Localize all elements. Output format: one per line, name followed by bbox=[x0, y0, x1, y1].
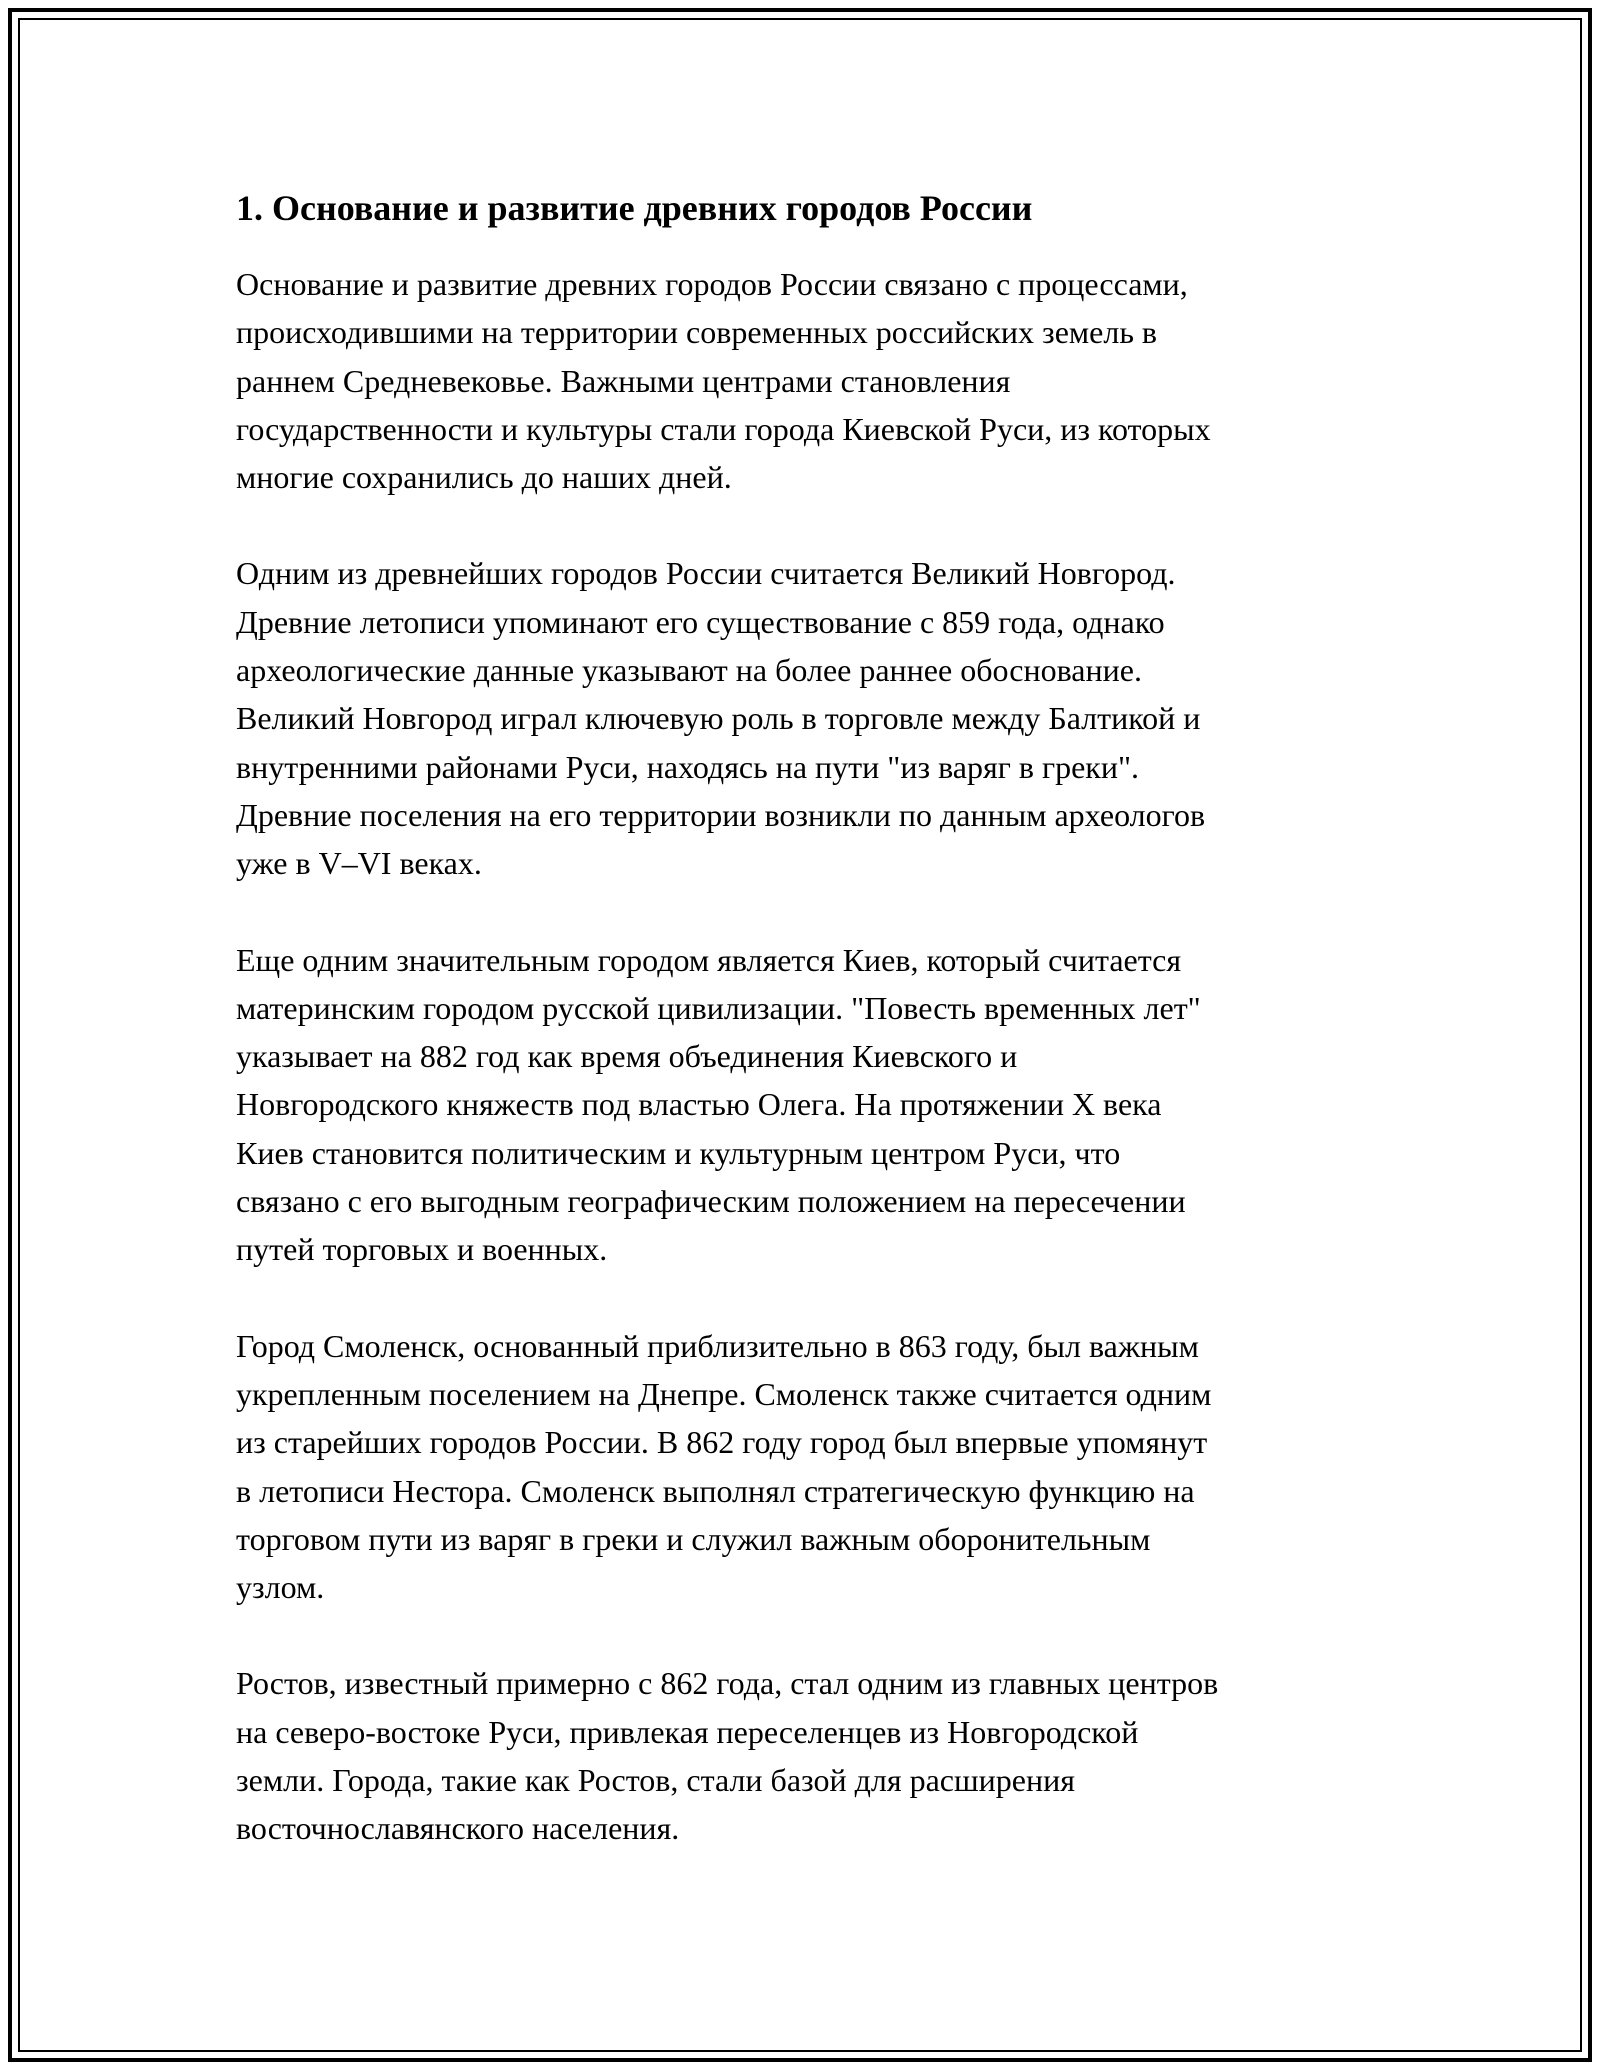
text-line: Новгородского княжеств под властью Олега. На протяжении X века bbox=[236, 1086, 1162, 1123]
text-line: Киев становится политическим и культурным центром Руси, что bbox=[236, 1134, 1121, 1171]
text-line: Древние поселения на его территории возникли по данным археологов bbox=[236, 796, 1206, 833]
text-line: Еще одним значительным городом является Киев, который считается bbox=[236, 941, 1182, 978]
text-line: указывает на 882 год как время объединения Киевского и bbox=[236, 1038, 1018, 1075]
text-line: внутренними районами Руси, находясь на пути "из варяг в греки". bbox=[236, 748, 1139, 785]
text-line: уже в V–VI веках. bbox=[236, 845, 482, 882]
text-line: из старейших городов России. В 862 году город был впервые упомянут bbox=[236, 1424, 1208, 1461]
text-line: Основание и развитие древних городов России связано с процессами, bbox=[236, 266, 1188, 302]
text-line: торговом пути из варяг в греки и служил важным оборонительным bbox=[236, 1520, 1151, 1557]
section-heading: 1. Основание и развитие древних городов России bbox=[236, 188, 1033, 228]
text-line: в летописи Нестора. Смоленск выполнял стратегическую функцию на bbox=[236, 1472, 1195, 1509]
text-line: восточнославянского населения. bbox=[236, 1810, 680, 1847]
text-line: земли. Города, такие как Ростов, стали базой для расширения bbox=[236, 1762, 1075, 1799]
text-line: укрепленным поселением на Днепре. Смоленск также считается одним bbox=[236, 1375, 1212, 1412]
text-line: многие сохранились до наших дней. bbox=[236, 459, 732, 496]
text-line: раннем Средневековье. Важными центрами становления bbox=[236, 362, 1011, 399]
text-line: Древние летописи упоминают его существование с 859 года, однако bbox=[236, 603, 1165, 640]
text-line: Город Смоленск, основанный приблизительно в 863 году, был важным bbox=[236, 1327, 1199, 1364]
text-line: Одним из древнейших городов России считается Великий Новгород. bbox=[236, 555, 1176, 592]
document-body bbox=[236, 185, 1386, 1853]
text-line: государственности и культуры стали города Киевской Руси, из которых bbox=[236, 410, 1211, 447]
paragraph-kiev bbox=[236, 936, 1386, 1274]
text-line: Ростов, известный примерно с 862 года, стал одним из главных центров bbox=[236, 1665, 1219, 1702]
paragraph-novgorod bbox=[236, 549, 1386, 887]
text-line: материнским городом русской цивилизации. "Повесть временных лет" bbox=[236, 989, 1201, 1026]
text-line: узлом. bbox=[236, 1569, 325, 1606]
text-line: путей торговых и военных. bbox=[236, 1231, 608, 1268]
text-line: Великий Новгород играл ключевую роль в торговле между Балтикой и bbox=[236, 700, 1201, 737]
paragraph-intro bbox=[236, 260, 1386, 501]
text-line: на северо-востоке Руси, привлекая переселенцев из Новгородской bbox=[236, 1713, 1139, 1750]
text-line: происходившими на территории современных российских земель в bbox=[236, 314, 1158, 351]
text-line: связано с его выгодным географическим положением на пересечении bbox=[236, 1183, 1186, 1220]
text-line: археологические данные указывают на более раннее обоснование. bbox=[236, 652, 1142, 689]
paragraph-smolensk bbox=[236, 1322, 1386, 1612]
paragraph-rostov bbox=[236, 1659, 1386, 1852]
